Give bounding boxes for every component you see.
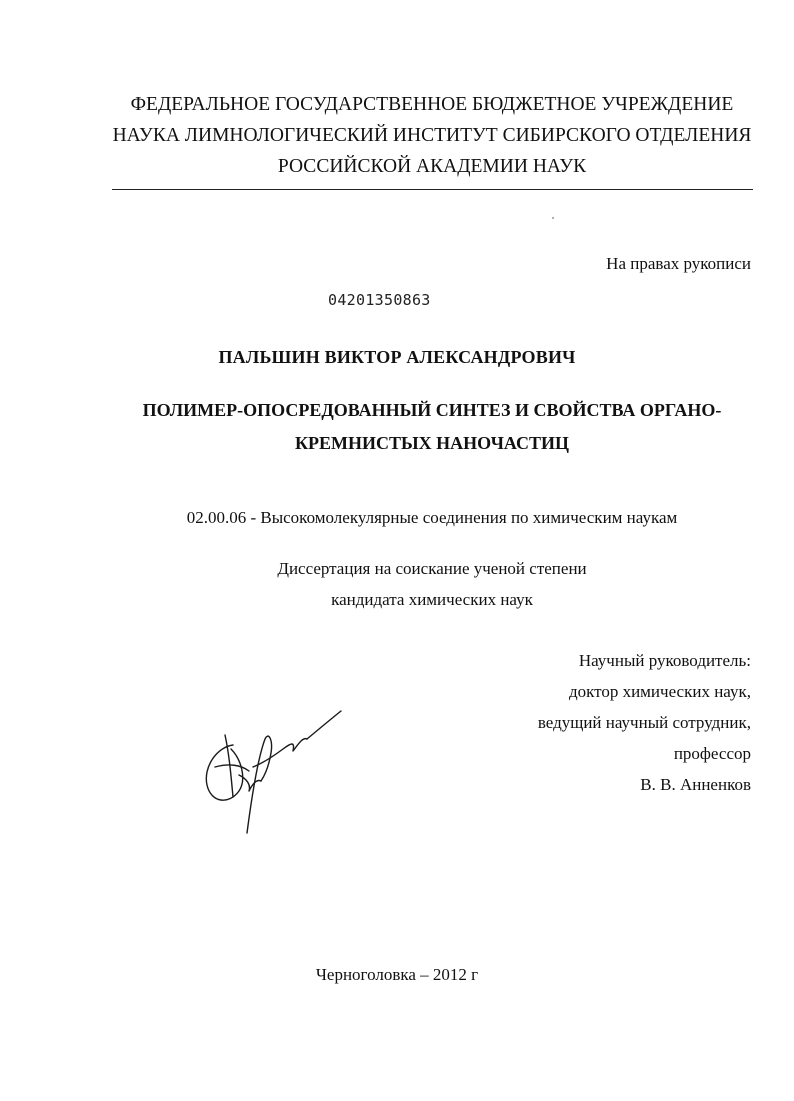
inventory-number: 04201350863 xyxy=(328,291,431,309)
header-divider xyxy=(112,189,753,190)
degree-statement xyxy=(100,553,764,615)
title-line-1: ПОЛИМЕР-ОПОСРЕДОВАННЫЙ СИНТЕЗ И СВОЙСТВА ОРГАНО- xyxy=(142,400,722,420)
handwritten-signature xyxy=(195,705,345,840)
degree-line-1: Диссертация на соискание ученой степени xyxy=(277,559,587,578)
supervisor-name: В. В. Анненков xyxy=(640,775,751,794)
place-and-year: Черноголовка – 2012 г xyxy=(315,965,479,984)
scan-speck xyxy=(552,217,554,219)
organization-header xyxy=(100,89,764,182)
supervisor-degree: доктор химических наук, xyxy=(568,682,751,701)
manuscript-note: На правах рукописи xyxy=(606,254,751,273)
org-line-2: НАУКА ЛИМНОЛОГИЧЕСКИЙ ИНСТИТУТ СИБИРСКОГО ОТДЕЛЕНИЯ xyxy=(112,125,752,146)
supervisor-rank: профессор xyxy=(673,744,751,763)
org-line-1: ФЕДЕРАЛЬНОЕ ГОСУДАРСТВЕННОЕ БЮДЖЕТНОЕ УЧРЕЖДЕНИЕ xyxy=(130,94,734,115)
org-line-3: РОССИЙСКОЙ АКАДЕМИИ НАУК xyxy=(277,156,587,177)
specialty-code: 02.00.06 - Высокомолекулярные соединения по химическим наукам xyxy=(186,508,678,527)
supervisor-position: ведущий научный сотрудник, xyxy=(537,713,751,732)
supervisor-heading: Научный руководитель: xyxy=(578,651,751,670)
author-name: ПАЛЬШИН ВИКТОР АЛЕКСАНДРОВИЧ xyxy=(218,347,576,367)
title-line-2: КРЕМНИСТЫХ НАНОЧАСТИЦ xyxy=(294,433,570,453)
supervisor-block xyxy=(538,645,751,800)
dissertation-title xyxy=(100,394,764,460)
degree-line-2: кандидата химических наук xyxy=(331,590,533,609)
